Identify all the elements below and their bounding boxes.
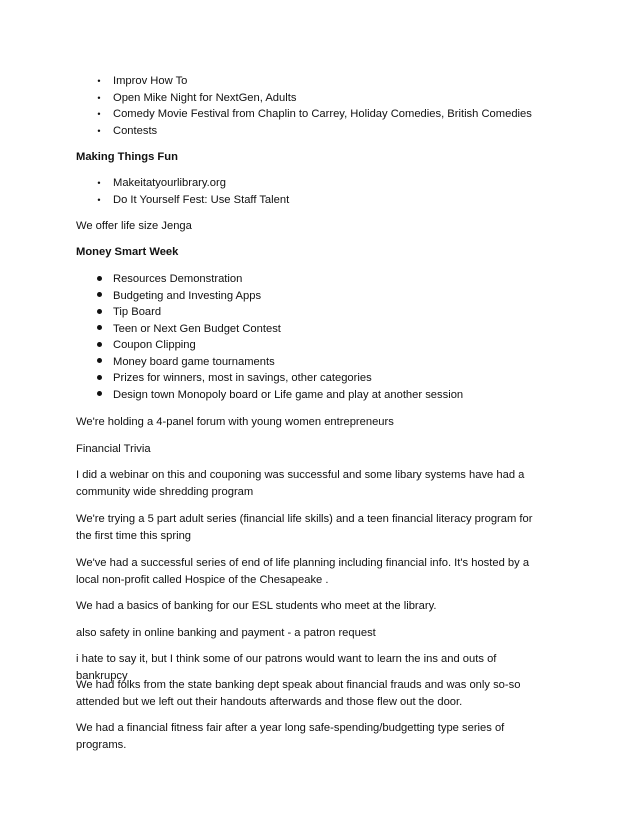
bullet-icon bbox=[95, 192, 103, 209]
activities-list bbox=[76, 73, 546, 139]
list-item: Budgeting and Investing Apps bbox=[76, 288, 546, 305]
making-things-fun-list bbox=[76, 175, 546, 208]
bullet-icon bbox=[95, 288, 103, 305]
paragraph-end-of-life: We've had a successful series of end of life planning including financial info. It's hosted by a local non-profit called Hospice of the Chesapeake . bbox=[76, 557, 530, 586]
list-item: Tip Board bbox=[76, 304, 546, 321]
bullet-icon bbox=[95, 304, 103, 321]
money-smart-week-heading: Money Smart Week bbox=[76, 246, 179, 258]
bullet-icon bbox=[95, 337, 103, 354]
money-smart-week-list bbox=[76, 271, 546, 403]
list-item: • Improv How To bbox=[76, 73, 546, 90]
list-item: Money board game tournaments bbox=[76, 354, 546, 371]
bullet-icon bbox=[95, 106, 103, 123]
making-things-fun-heading: Making Things Fun bbox=[76, 151, 178, 163]
list-item: • Makeitatyourlibrary.org bbox=[76, 175, 546, 192]
bullet-icon bbox=[95, 354, 103, 371]
bullet-icon bbox=[95, 90, 103, 107]
paragraph-forum: We're holding a 4-panel forum with young women entrepreneurs bbox=[76, 416, 394, 428]
paragraph-webinar: I did a webinar on this and couponing was successful and some libary systems have had a community wide shredding program bbox=[76, 469, 525, 498]
list-item: • Comedy Movie Festival from Chaplin to Carrey, Holiday Comedies, British Comedies bbox=[76, 106, 546, 123]
paragraph-online-safety: also safety in online banking and payment - a patron request bbox=[76, 627, 376, 639]
bullet-icon bbox=[95, 321, 103, 338]
list-item: • Open Mike Night for NextGen, Adults bbox=[76, 90, 546, 107]
paragraph-fraud-talk: We had folks from the state banking dept speak about financial frauds and was only so-so attended but we left out their handouts afterwards and those flew out the door. bbox=[76, 679, 521, 708]
paragraph-esl-banking: We had a basics of banking for our ESL students who meet at the library. bbox=[76, 600, 437, 612]
list-item: Design town Monopoly board or Life game and play at another session bbox=[76, 387, 546, 404]
bullet-icon bbox=[95, 175, 103, 192]
list-item: Prizes for winners, most in savings, other categories bbox=[76, 370, 546, 387]
paragraph-bankruptcy: i hate to say it, but I think some of our patrons would want to learn the ins and outs of bankrupcy bbox=[76, 653, 497, 682]
paragraph-fitness-fair: We had a financial fitness fair after a year long safe-spending/budgetting type series of programs. bbox=[76, 722, 505, 751]
list-item: Coupon Clipping bbox=[76, 337, 546, 354]
paragraph-trivia: Financial Trivia bbox=[76, 443, 151, 455]
bullet-icon bbox=[95, 271, 103, 288]
bullet-icon bbox=[95, 387, 103, 404]
jenga-note: We offer life size Jenga bbox=[76, 220, 192, 232]
list-item: Resources Demonstration bbox=[76, 271, 546, 288]
bullet-icon bbox=[95, 73, 103, 90]
list-item: • Do It Yourself Fest: Use Staff Talent bbox=[76, 192, 546, 209]
bullet-icon bbox=[95, 123, 103, 140]
list-item: Teen or Next Gen Budget Contest bbox=[76, 321, 546, 338]
bullet-icon bbox=[95, 370, 103, 387]
list-item: • Contests bbox=[76, 123, 546, 140]
paragraph-adult-series: We're trying a 5 part adult series (financial life skills) and a teen financial literacy program for the first time this spring bbox=[76, 513, 533, 542]
